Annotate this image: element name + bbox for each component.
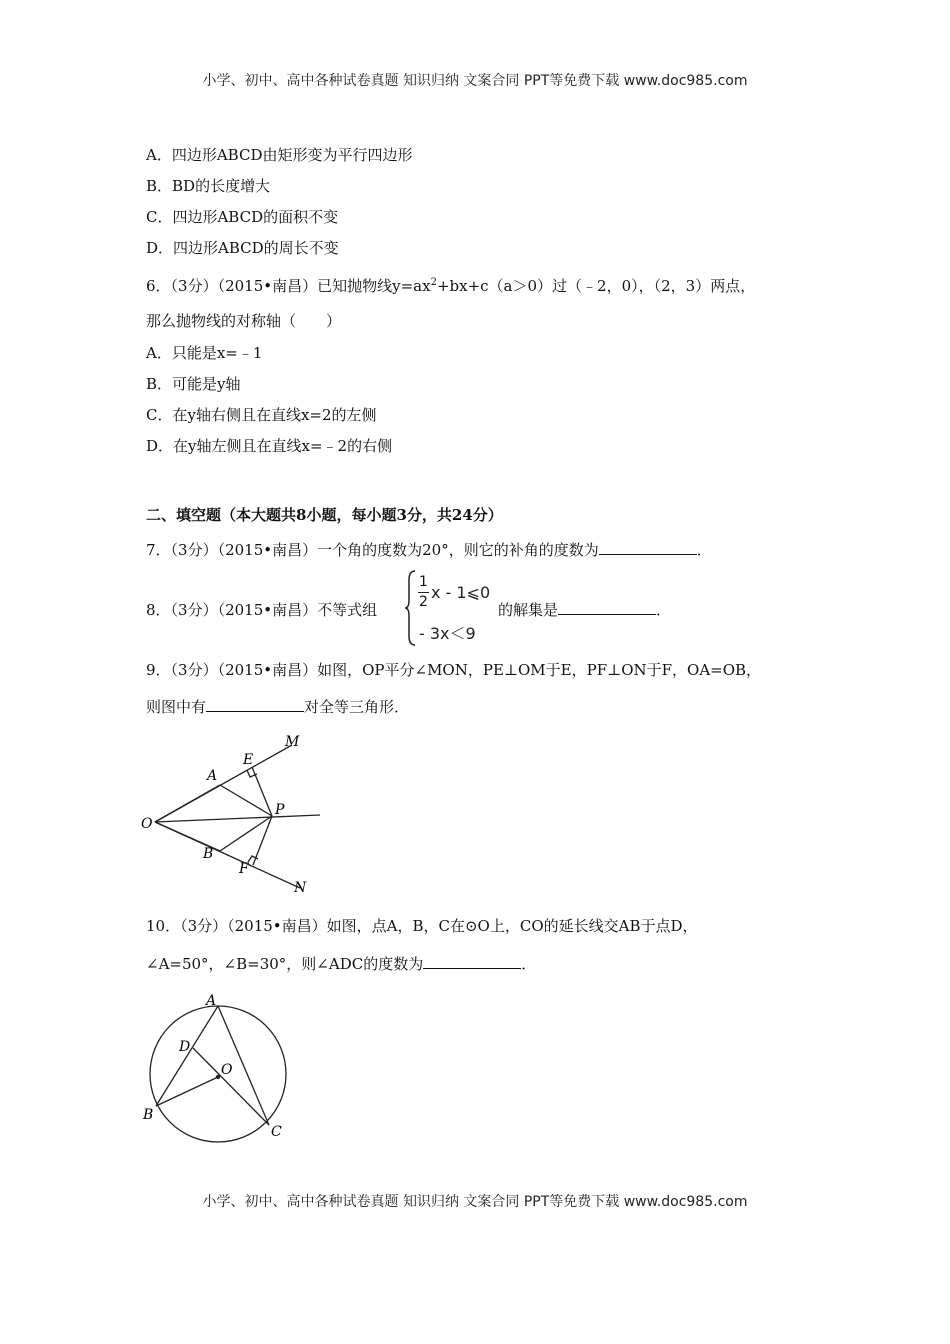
ineq2: - 3x＜9 [419, 624, 476, 643]
q8-pre: 8．（3分）（2015•南昌）不等式组 [146, 601, 378, 619]
q9-stem-line1: 9．（3分）（2015•南昌）如图，OP平分∠MON，PE⊥OM于E，PF⊥ON于F，OA=OB， [146, 661, 762, 679]
q7-stem: 7．（3分）（2015•南昌）一个角的度数为20°，则它的补角的度数为 ． [146, 541, 712, 559]
label-a: A [206, 993, 217, 1009]
q10-stem-line1: 10．（3分）（2015•南昌）如图，点A，B，C在⊙O上，CO的延长线交AB于点D， [146, 917, 698, 935]
section-title-fill-in: 二、填空题（本大题共8小题，每小题3分，共24分） [146, 506, 503, 524]
label-p: P [275, 802, 285, 818]
q6-option-b: B．可能是y轴 [146, 375, 241, 393]
ineq1-numerator: 1 [419, 574, 428, 590]
label-c: C [271, 1124, 282, 1140]
q6-option-a: A．只能是x=﹣1 [146, 344, 263, 362]
ineq1-denominator: 2 [419, 594, 428, 610]
q8-post: 的解集是 ． [498, 601, 672, 619]
q5-option-b: B．BD的长度增大 [146, 177, 271, 195]
label-o: O [141, 816, 153, 832]
label-b: B [143, 1107, 154, 1123]
answer-blank[interactable] [423, 954, 521, 969]
q6-option-d: D．在y轴左侧且在直线x=﹣2的右侧 [146, 437, 393, 455]
page-footer: 小学、初中、高中各种试卷真题 知识归纳 文案合同 PPT等免费下载 www.doc985.com [202, 1194, 748, 1210]
q10-figure [135, 988, 300, 1148]
q6-option-c: C．在y轴右侧且在直线x=2的左侧 [146, 406, 377, 424]
answer-blank[interactable] [558, 600, 656, 615]
label-a: A [207, 768, 218, 784]
center-point [216, 1075, 220, 1079]
label-b: B [203, 846, 214, 862]
q6-stem-line2: 那么抛物线的对称轴（ ） [146, 312, 342, 330]
q9-figure [135, 728, 335, 898]
q6-stem-line1: 6．（3分）（2015•南昌）已知抛物线$y=ax^2+bx+c(a>0)$过（﹣2，0），（2，3）两点， [146, 277, 756, 295]
label-e: E [243, 752, 254, 768]
page-header: 小学、初中、高中各种试卷真题 知识归纳 文案合同 PPT等免费下载 www.doc985.com [202, 73, 748, 89]
q5-option-c: C．四边形ABCD的面积不变 [146, 208, 339, 226]
label-m: M [285, 734, 300, 750]
label-f: F [239, 861, 249, 877]
q9-stem-line2: 则图中有 对全等三角形． [146, 698, 410, 716]
answer-blank[interactable] [206, 697, 304, 712]
label-n: N [294, 880, 307, 896]
fraction-bar [418, 592, 429, 593]
q5-option-a: A．四边形ABCD由矩形变为平行四边形 [146, 146, 413, 164]
q5-option-d: D．四边形ABCD的周长不变 [146, 239, 339, 257]
answer-blank[interactable] [599, 540, 697, 555]
label-d: D [179, 1039, 191, 1055]
ineq1-rest: x - 1⩽0 [431, 583, 491, 602]
system-brace [404, 570, 416, 646]
label-o: O [221, 1062, 233, 1078]
q10-stem-line2: ∠A=50°，∠B=30°，则∠ADC的度数为 ． [146, 955, 537, 973]
